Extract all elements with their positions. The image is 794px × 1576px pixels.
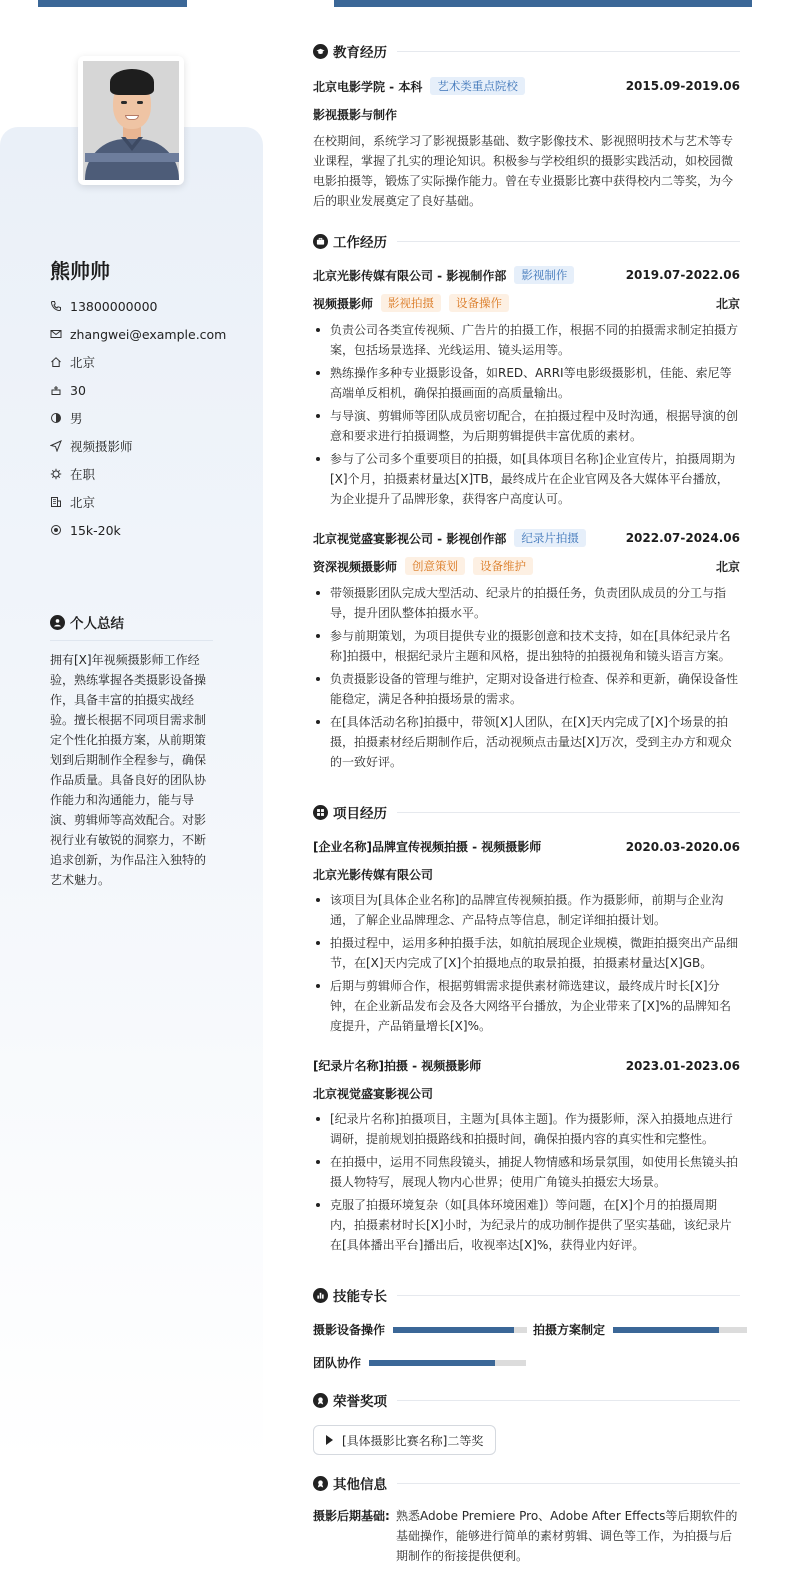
role-tag: 影视拍摄 <box>381 294 441 312</box>
education-section-header <box>313 41 740 61</box>
job-role: 视频摄影师 <box>313 296 374 311</box>
other-title: 其他信息 <box>333 1477 387 1493</box>
section-divider <box>397 1483 740 1484</box>
profile-name: 熊帅帅 <box>50 259 110 283</box>
education-date: 2015.09-2019.06 <box>625 79 740 93</box>
section-divider <box>397 1295 740 1296</box>
salary-text: 15k-20k <box>70 522 121 538</box>
job-bullets <box>313 583 740 775</box>
position-text: 视频摄影师 <box>70 439 133 454</box>
school-tag: 艺术类重点院校 <box>430 77 525 95</box>
list-item: 参与了公司多个重要项目的拍摄，如[具体项目名称]企业宣传片，拍摄周期为[X]个月，拍摄素材量达[X]TB，最终成片在企业官网及各大媒体平台播放，为企业提升了品牌形象，获得客户高度认可。 <box>313 449 740 509</box>
role-tag: 设备维护 <box>473 557 533 575</box>
skill-item <box>533 1321 747 1338</box>
top-accent-bar-left <box>38 0 187 7</box>
email-text: zhangwei@example.com <box>70 326 227 342</box>
section-divider <box>397 1400 740 1401</box>
job-role-row <box>313 557 740 575</box>
skill-name: 拍摄方案制定 <box>533 1323 606 1337</box>
skills-section-header <box>313 1285 740 1305</box>
job-company: 北京视觉盛宴影视公司 - 影视创作部 <box>313 531 507 546</box>
info-row-home <box>50 348 226 376</box>
list-item: 带领摄影团队完成大型活动、纪录片的拍摄任务，负责团队成员的分工与指导，提升团队整体拍摄水平。 <box>313 583 740 623</box>
job-city: 北京 <box>715 296 740 311</box>
city-text: 北京 <box>70 495 96 510</box>
home-text: 北京 <box>70 355 96 370</box>
info-row-gender <box>50 404 226 432</box>
play-icon <box>326 1435 333 1445</box>
phone-icon <box>50 300 62 312</box>
project-name: [纪录片名称]拍摄 - 视频摄影师 <box>313 1059 482 1073</box>
list-item: 与导演、剪辑师等团队成员密切配合，在拍摄过程中及时沟通，根据导演的创意和要求进行拍摄调整，为后期剪辑提供丰富优质的素材。 <box>313 406 740 446</box>
awards-title: 荣誉奖项 <box>333 1394 387 1410</box>
gender-icon <box>50 412 62 424</box>
building-icon <box>50 496 62 508</box>
education-header-row <box>313 77 740 95</box>
status-text: 在职 <box>70 467 96 482</box>
grid-icon <box>313 805 328 820</box>
list-item: 在拍摄中，运用不同焦段镜头，捕捉人物情感和场景氛围，如使用长焦镜头拍摄人物特写，展现人物内心世界；使用广角镜头拍摄宏大场景。 <box>313 1152 740 1192</box>
user-icon <box>50 615 65 630</box>
section-divider <box>397 241 740 242</box>
summary-title: 个人总结 <box>70 616 124 632</box>
award-icon <box>313 1393 328 1408</box>
list-item: 后期与剪辑师合作，根据剪辑需求提供素材筛选建议，最终成片时长[X]分钟，在企业新品发布会及各大网络平台播放，为企业带来了[X]%的品牌知名度提升，产品销量增长[X]%。 <box>313 976 740 1036</box>
project-header-row <box>313 838 740 855</box>
mail-icon <box>50 328 62 340</box>
job-bullets <box>313 320 740 512</box>
avatar <box>78 56 184 185</box>
project-org: 北京视觉盛宴影视公司 <box>313 1087 434 1101</box>
award-text: [具体摄影比赛名称]二等奖 <box>342 1433 484 1448</box>
summary-text: 拥有[X]年视频摄影师工作经验，熟练掌握各类摄影设备操作，具备丰富的拍摄实战经验。擅长根据不同项目需求制定个性化拍摄方案，从前期策划到后期制作全程参与，确保作品质量。具备良好的团队协作能力和沟通能力，能与导演、剪辑师等高效配合。对影视行业有敏锐的洞察力，不断追求创新，为作品注入独特的艺术魅力。 <box>50 653 207 887</box>
graduation-cap-icon <box>313 44 328 59</box>
list-item: 该项目为[具体企业名称]的品牌宣传视频拍摄。作为摄影师，前期与企业沟通，了解企业品牌理念、产品特点等信息，制定详细拍摄计划。 <box>313 890 740 930</box>
project-header-row <box>313 1057 740 1074</box>
send-icon <box>50 440 62 452</box>
top-accent-bar-right <box>334 0 752 7</box>
project-bullets <box>313 890 740 1039</box>
home-icon <box>50 356 62 368</box>
age-text: 30 <box>70 382 86 398</box>
list-item: 克服了拍摄环境复杂（如[具体环境困难]）等问题，在[X]个月的拍摄周期内，拍摄素材时长[X]小时，为纪录片的成功制作提供了坚实基础，该纪录片在[具体播出平台]播出后，收视率达[X]%，获得业内好评。 <box>313 1195 740 1255</box>
job-tag: 影视制作 <box>514 266 574 284</box>
job-role-row <box>313 294 740 312</box>
briefcase-icon <box>313 234 328 249</box>
job-header-row <box>313 529 740 547</box>
skill-bar-fill <box>393 1327 514 1333</box>
skill-item <box>313 1354 526 1371</box>
award-item <box>313 1425 496 1455</box>
role-tag: 创意策划 <box>405 557 465 575</box>
section-divider <box>397 51 740 52</box>
job-date: 2019.07-2022.06 <box>625 268 740 282</box>
list-item: [纪录片名称]拍摄项目，主题为[具体主题]。作为摄影师，深入拍摄地点进行调研，提前规划拍摄路线和拍摄时间，确保拍摄内容的真实性和完整性。 <box>313 1109 740 1149</box>
info-row-position <box>50 432 226 460</box>
skill-bar-fill <box>369 1360 495 1366</box>
other-section-header <box>313 1473 740 1493</box>
section-divider <box>397 812 740 813</box>
list-item: 熟练操作多种专业摄影设备，如RED、ARRI等电影级摄影机，佳能、索尼等高端单反相机，确保拍摄画面的高质量输出。 <box>313 363 740 403</box>
other-value: 熟悉Adobe Premiere Pro、Adobe After Effects等后期软件的基础操作，能够进行简单的素材剪辑、调色等工作，为拍摄与后期制作的衔接提供便利。 <box>396 1509 738 1563</box>
age-icon <box>50 384 62 396</box>
education-major: 影视摄影与制作 <box>313 108 398 122</box>
info-icon <box>313 1476 328 1491</box>
awards-section-header <box>313 1390 740 1410</box>
info-row-status <box>50 460 226 488</box>
list-item: 在[具体活动名称]拍摄中，带领[X]人团队，在[X]天内完成了[X]个场景的拍摄，拍摄素材经后期制作后，活动视频点击量达[X]万次，受到主办方和观众的一致好评。 <box>313 712 740 772</box>
info-row-phone <box>50 292 226 320</box>
info-row-city <box>50 488 226 516</box>
job-company: 北京光影传媒有限公司 - 影视制作部 <box>313 268 507 283</box>
role-tag: 设备操作 <box>449 294 509 312</box>
project-date: 2023.01-2023.06 <box>625 1058 740 1073</box>
info-row-email <box>50 320 226 348</box>
skills-title: 技能专长 <box>333 1289 387 1305</box>
skill-bar <box>613 1327 747 1333</box>
work-section-header <box>313 231 740 251</box>
other-info-row <box>313 1506 743 1566</box>
phone-text: 13800000000 <box>70 298 158 314</box>
status-icon <box>50 468 62 480</box>
school-name: 北京电影学院 - 本科 <box>313 79 423 94</box>
project-date: 2020.03-2020.06 <box>625 839 740 854</box>
projects-title: 项目经历 <box>333 806 387 822</box>
list-item: 负责公司各类宣传视频、广告片的拍摄工作，根据不同的拍摄需求制定拍摄方案，包括场景选择、光线运用、镜头运用等。 <box>313 320 740 360</box>
work-title: 工作经历 <box>333 235 387 251</box>
skill-bar <box>369 1360 526 1366</box>
gender-text: 男 <box>70 411 83 426</box>
job-date: 2022.07-2024.06 <box>625 531 740 545</box>
list-item: 负责摄影设备的管理与维护，定期对设备进行检查、保养和更新，确保设备性能稳定，满足各种拍摄场景的需求。 <box>313 669 740 709</box>
skill-name: 团队协作 <box>313 1356 362 1370</box>
summary-section-header <box>50 612 213 641</box>
job-role: 资深视频摄影师 <box>313 559 398 574</box>
job-header-row <box>313 266 740 284</box>
job-tag: 纪录片拍摄 <box>514 529 586 547</box>
profile-photo <box>83 61 179 180</box>
skill-bar-fill <box>613 1327 719 1333</box>
skill-item <box>313 1321 527 1338</box>
skill-name: 摄影设备操作 <box>313 1323 386 1337</box>
list-item: 拍摄过程中，运用多种拍摄手法，如航拍展现企业规模，微距拍摄突出产品细节，在[X]天内完成了[X]个拍摄地点的取景拍摄，拍摄素材量达[X]GB。 <box>313 933 740 973</box>
projects-section-header <box>313 802 740 822</box>
other-key: 摄影后期基础: <box>313 1509 390 1523</box>
education-description: 在校期间，系统学习了影视摄影基础、数字影像技术、影视照明技术与艺术等专业课程，掌握了扎实的理论知识。积极参与学校组织的摄影实践活动，如校园微电影拍摄等，锻炼了实际操作能力。曾在专业摄影比赛中获得校内二等奖，为今后的职业发展奠定了良好基础。 <box>313 134 734 208</box>
info-row-salary <box>50 516 226 544</box>
job-city: 北京 <box>715 559 740 574</box>
education-title: 教育经历 <box>333 45 387 61</box>
project-org: 北京光影传媒有限公司 <box>313 868 434 882</box>
project-name: [企业名称]品牌宣传视频拍摄 - 视频摄影师 <box>313 840 542 854</box>
contact-info-list <box>50 292 226 544</box>
list-item: 参与前期策划，为项目提供专业的摄影创意和技术支持，如在[具体纪录片名称]拍摄中，根据纪录片主题和风格，提出独特的拍摄视角和镜头语言方案。 <box>313 626 740 666</box>
skill-bar <box>393 1327 527 1333</box>
project-bullets <box>313 1109 740 1258</box>
salary-icon <box>50 524 62 536</box>
info-row-age <box>50 376 226 404</box>
bar-chart-icon <box>313 1288 328 1303</box>
